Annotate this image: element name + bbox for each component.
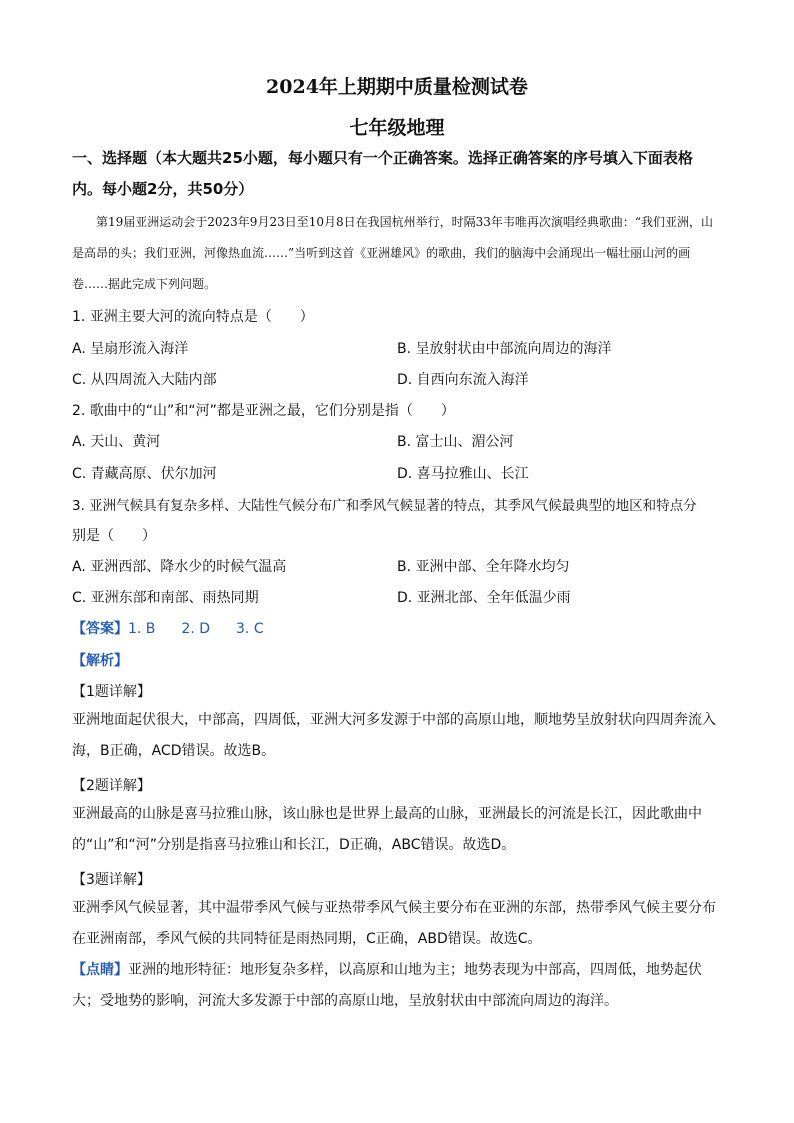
tip-paragraph <box>72 955 722 1017</box>
exam-subtitle: 七年级地理 <box>349 117 445 139</box>
q1-detail-text: 亚洲地面起伏很大，中部高，四周低，亚洲大河多发源于中部的高原山地，顺地势呈放射状向四周奔流入海，B正确，ACD错误。故选B。 <box>72 712 716 759</box>
question-1-stem: 1. 亚洲主要大河的流向特点是（ ） <box>72 309 314 325</box>
question-1-option-b: B. 呈放射状由中部流向周边的海洋 <box>397 341 612 357</box>
question-2-option-c: C. 青藏高原、伏尔加河 <box>72 466 217 482</box>
tip-label: 【点睛】 <box>72 962 128 978</box>
answer-item-1: 1. B <box>128 621 156 637</box>
reading-passage: 第19届亚洲运动会于2023年9月23日至10月8日在我国杭州举行，时隔33年韦唯再次演唱经典歌曲：“我们亚洲，山是高昂的头；我们亚洲，河像热血流……”当听到这首《亚洲雄风》的歌曲，我们的脑海中会涌现出一幅壮丽山河的画卷……据此完成下列问题。 <box>72 215 714 291</box>
section-heading: 一、选择题（本大题共25小题，每小题只有一个正确答案。选择正确答案的序号填入下面表格内。每小题2分，共50分） <box>72 149 693 198</box>
answer-item-3: 3. C <box>236 621 264 637</box>
exam-title: 2024年上期期中质量检测试卷 <box>266 76 528 98</box>
q1-detail-label: 【1题详解】 <box>72 684 151 700</box>
question-3-option-d: D. 亚洲北部、全年低温少雨 <box>397 590 571 606</box>
tip-text: 亚洲的地形特征：地形复杂多样，以高原和山地为主；地势表现为中部高，四周低，地势起伏大；受地势的影响，河流大多发源于中部的高原山地，呈放射状由中部流向周边的海洋。 <box>72 962 702 1009</box>
answer-line <box>72 618 732 638</box>
q2-detail-label: 【2题详解】 <box>72 778 151 794</box>
question-2-option-d: D. 喜马拉雅山、长江 <box>397 466 529 482</box>
analysis-label: 【解析】 <box>72 653 128 669</box>
question-1-option-d: D. 自西向东流入海洋 <box>397 372 529 388</box>
question-3-option-b: B. 亚洲中部、全年降水均匀 <box>397 559 570 575</box>
question-2-stem: 2. 歌曲中的“山”和“河”都是亚洲之最，它们分别是指（ ） <box>72 403 455 419</box>
question-3-option-c: C. 亚洲东部和南部、雨热同期 <box>72 590 259 606</box>
question-1-option-a: A. 呈扇形流入海洋 <box>72 341 189 357</box>
q3-detail-label: 【3题详解】 <box>72 872 151 888</box>
answer-label: 【答案】 <box>72 621 128 637</box>
question-3-option-a: A. 亚洲西部、降水少的时候气温高 <box>72 559 287 575</box>
q2-detail-text: 亚洲最高的山脉是喜马拉雅山脉，该山脉也是世界上最高的山脉，亚洲最长的河流是长江，因此歌曲中的“山”和“河”分别是指喜马拉雅山和长江，D正确，ABC错误。故选D。 <box>72 806 702 853</box>
question-2-option-a: A. 天山、黄河 <box>72 434 161 450</box>
question-2-option-b: B. 富士山、湄公河 <box>397 434 514 450</box>
question-3-stem-line-2: 别是（ ） <box>72 528 156 544</box>
question-3-stem-line-1: 3. 亚洲气候具有复杂多样、大陆性气候分布广和季风气候显著的特点，其季风气候最典型的地区和特点分 <box>72 498 697 514</box>
answer-item-2: 2. D <box>181 621 211 637</box>
q3-detail-text: 亚洲季风气候显著，其中温带季风气候与亚热带季风气候主要分布在亚洲的东部，热带季风气候主要分布在亚洲南部，季风气候的共同特征是雨热同期，C正确，ABD错误。故选C。 <box>72 900 716 947</box>
question-1-option-c: C. 从四周流入大陆内部 <box>72 372 217 388</box>
